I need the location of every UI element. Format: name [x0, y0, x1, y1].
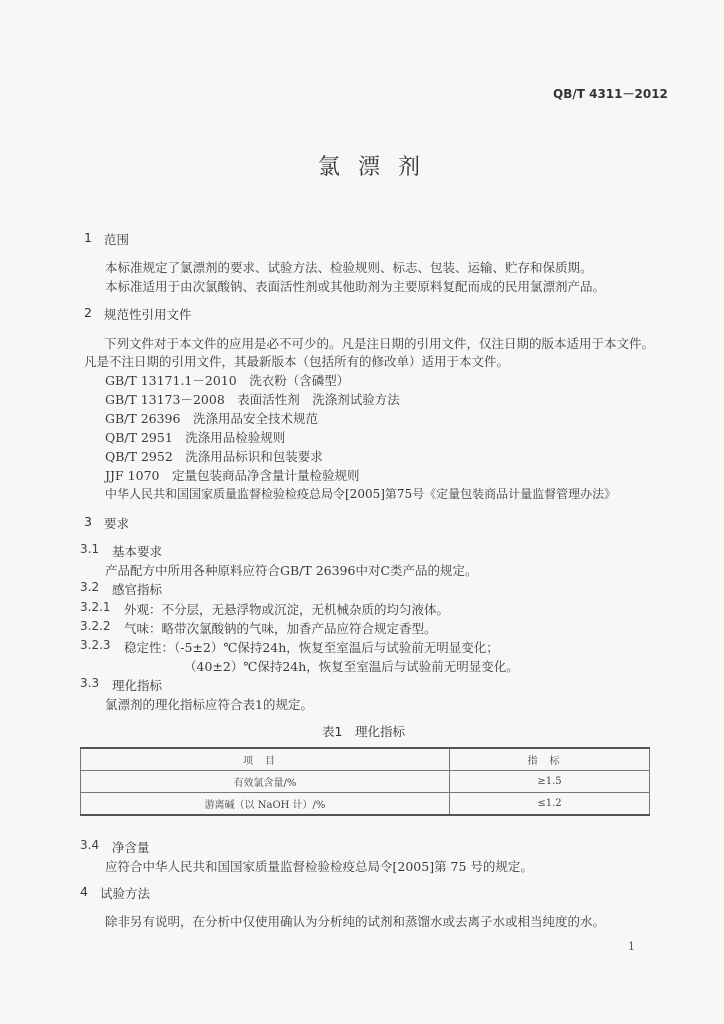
section-2-title: 规范性引用文件: [104, 307, 192, 322]
table-caption: 表1 理化指标: [322, 724, 405, 739]
section-3-title: 要求: [104, 516, 130, 531]
subsection-3-2-3-text-1: 稳定性：（-5±2）℃保持24h，恢复至室温后与试验前无明显变化；: [124, 640, 499, 655]
section-1-paragraph-1: 本标准规定了氯漂剂的要求、试验方法、检验规则、标志、包装、运输、贮存和保质期。: [105, 260, 593, 275]
page-number: 1: [628, 940, 635, 953]
section-4-paragraph-1: 除非另有说明，在分析中仅使用确认为分析纯的试剂和蒸馏水或去离子水或相当纯度的水。: [105, 914, 606, 929]
section-1-number: 1: [84, 230, 92, 245]
subsection-3-2-3-number: 3.2.3: [80, 638, 111, 652]
subsection-3-2-2-number: 3.2.2: [80, 619, 111, 633]
subsection-3-2-number: 3.2: [80, 580, 100, 594]
table-row: [81, 771, 650, 793]
reference-item: GB/T 13173－2008 表面活性剂 洗涤剂试验方法: [105, 392, 400, 407]
section-1-title: 范围: [104, 232, 130, 247]
subsection-3-2-1-text: 外观：不分层，无悬浮物或沉淀，无机械杂质的均匀液体。: [124, 602, 450, 617]
reference-item: QB/T 2951 洗涤用品检验规则: [105, 430, 286, 445]
subsection-3-3-text: 氯漂剂的理化指标应符合表1的规定。: [105, 697, 313, 712]
section-2-number: 2: [84, 305, 92, 320]
subsection-3-2-3-text-2: （40±2）℃保持24h，恢复至室温后与试验前无明显变化。: [184, 659, 519, 674]
reference-item: JJF 1070 定量包装商品净含量计量检验规则: [105, 468, 360, 483]
reference-item: QB/T 2952 洗涤用品标识和包装要求: [105, 449, 323, 464]
subsection-3-3-title: 理化指标: [112, 678, 163, 693]
standard-code: QB/T 4311－2012: [553, 87, 668, 101]
section-1-paragraph-2: 本标准适用于由次氯酸钠、表面活性剂或其他助剂为主要原料复配而成的民用氯漂剂产品。: [105, 279, 606, 294]
document-title: 氯漂剂: [318, 155, 439, 180]
subsection-3-1-title: 基本要求: [112, 544, 163, 559]
section-2-paragraph-1: 下列文件对于本文件的应用是必不可少的。凡是注日期的引用文件，仅注日期的版本适用于本文件。: [104, 336, 655, 351]
physicochemical-table: [80, 747, 650, 816]
section-4-title: 试验方法: [100, 886, 151, 901]
table-header-row: [81, 748, 650, 771]
column-header-item: 项目: [81, 748, 450, 771]
table-row: [81, 793, 650, 816]
column-header-spec: 指标: [450, 748, 650, 771]
section-4-number: 4: [80, 884, 88, 899]
section-3-number: 3: [84, 514, 92, 529]
subsection-3-2-1-number: 3.2.1: [80, 600, 111, 614]
subsection-3-2-title: 感官指标: [112, 582, 163, 597]
reference-item: 中华人民共和国国家质量监督检验检疫总局令[2005]第75号《定量包装商品计量监督管理办法》: [105, 487, 617, 501]
reference-item: GB/T 13171.1－2010 洗衣粉（含磷型）: [105, 373, 350, 388]
reference-item: GB/T 26396 洗涤用品安全技术规范: [105, 411, 318, 426]
subsection-3-1-number: 3.1: [80, 542, 100, 556]
table-cell-value: ≤1.2: [450, 793, 650, 816]
section-2-paragraph-2: 凡是不注日期的引用文件，其最新版本（包括所有的修改单）适用于本文件。: [84, 354, 510, 369]
table-cell-item: 有效氯含量/%: [81, 771, 450, 793]
table-cell-item: 游离碱（以 NaOH 计）/%: [81, 793, 450, 816]
subsection-3-1-text: 产品配方中所用各种原料应符合GB/T 26396中对C类产品的规定。: [105, 563, 478, 578]
subsection-3-2-2-text: 气味：略带次氯酸钠的气味，加香产品应符合规定香型。: [124, 621, 437, 636]
table-cell-value: ≥1.5: [450, 771, 650, 793]
subsection-3-4-title: 净含量: [112, 840, 150, 855]
subsection-3-3-number: 3.3: [80, 676, 100, 690]
subsection-3-4-number: 3.4: [80, 838, 100, 852]
subsection-3-4-text: 应符合中华人民共和国国家质量监督检验检疫总局令[2005]第 75 号的规定。: [105, 859, 533, 874]
